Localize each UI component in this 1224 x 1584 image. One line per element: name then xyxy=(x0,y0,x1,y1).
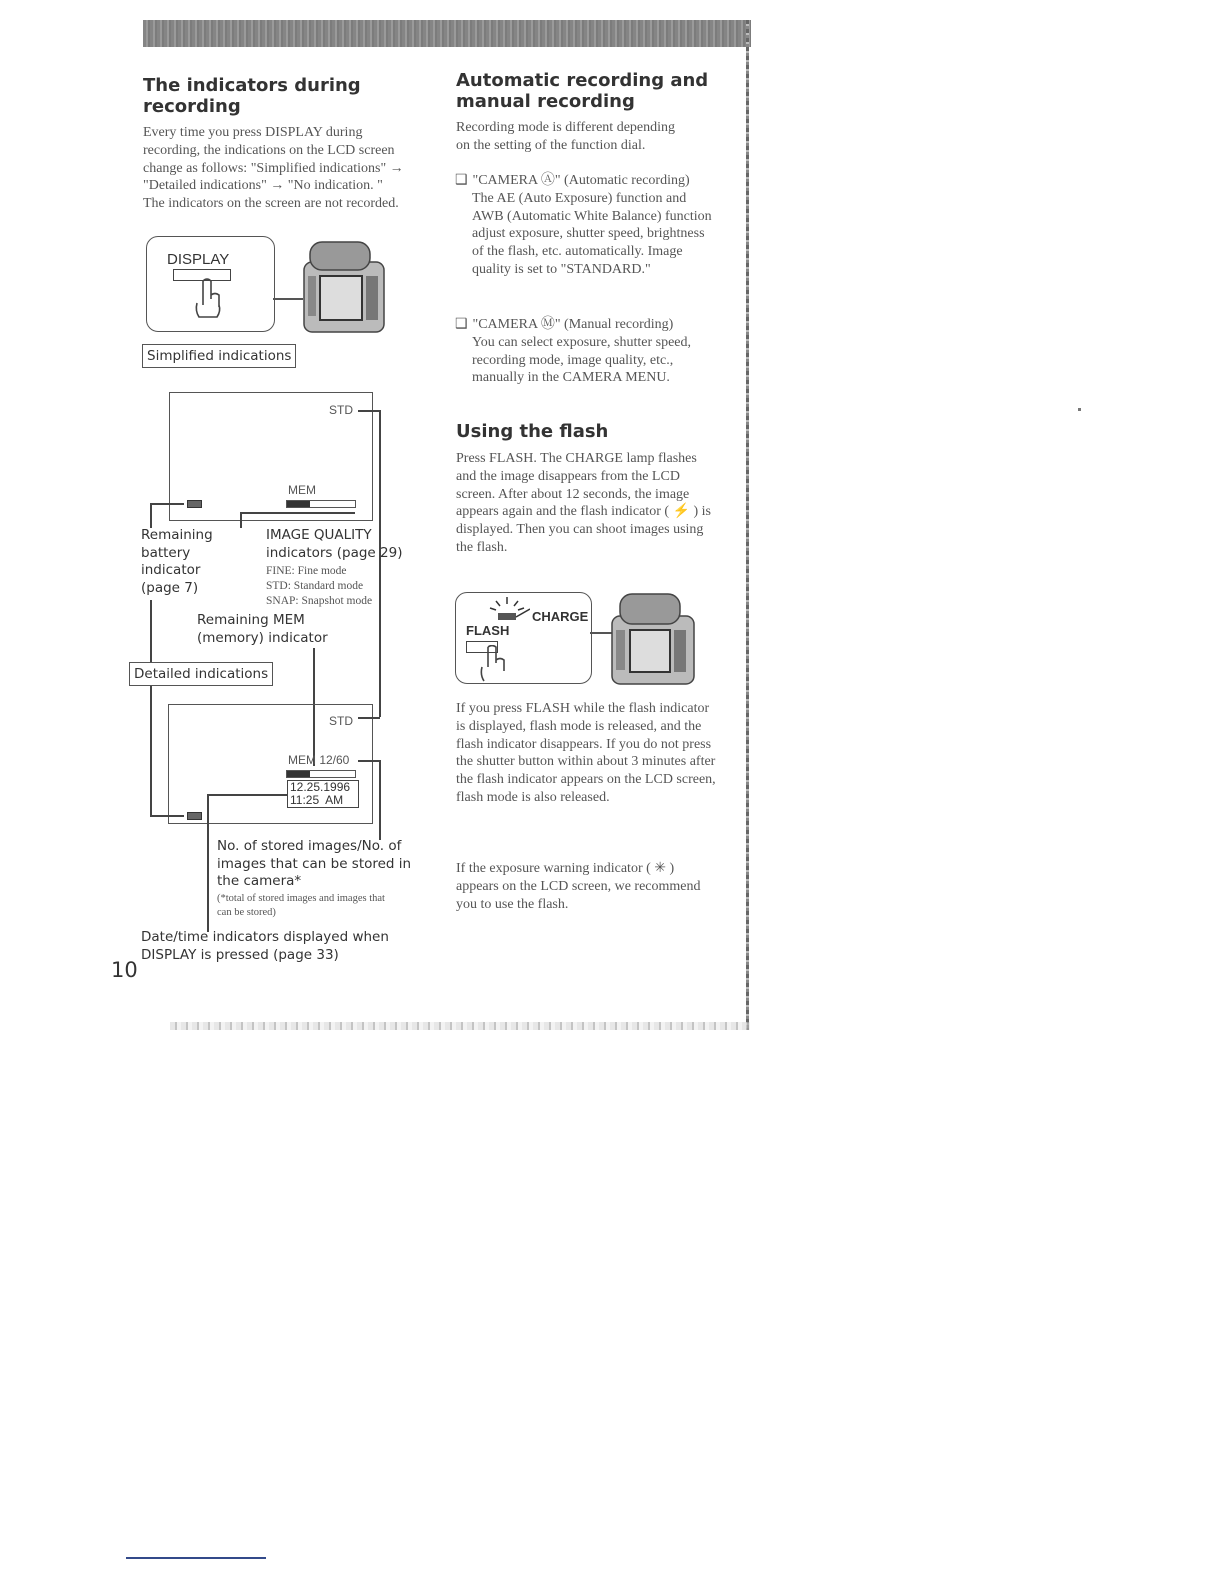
display-button-label: DISPLAY xyxy=(167,251,230,268)
simplified-indications-label: Simplified indications xyxy=(142,344,296,368)
exposure-warning-text: If the exposure warning indicator ( ✳ ) appears on the LCD screen, we recommend you to use the flash. xyxy=(456,861,701,912)
pressing-hand-icon xyxy=(476,645,516,685)
manual-mode-title: "CAMERA Ⓜ" (Manual recording) xyxy=(472,317,674,332)
mem-indicator: MEM xyxy=(288,483,316,497)
page-bottom-edge xyxy=(170,1022,750,1030)
header-bar xyxy=(143,20,751,47)
leader-line xyxy=(358,760,380,762)
datetime-callout: Date/time indicators displayed when DISPLAY is pressed (page 33) xyxy=(141,929,389,963)
page-number: 10 xyxy=(111,958,138,982)
leader-line xyxy=(358,410,380,412)
leader-line xyxy=(207,794,209,932)
section-heading-recording-modes: Automatic recording and manual recording xyxy=(456,70,709,112)
flash-button-panel xyxy=(455,592,592,684)
leader-line xyxy=(379,760,381,840)
image-quality-callout: IMAGE QUALITY indicators (page 29) xyxy=(266,527,403,561)
leader-line xyxy=(150,815,184,817)
camera-icon xyxy=(608,590,704,690)
charge-lamp-icon xyxy=(484,595,530,623)
charge-lamp-label: CHARGE xyxy=(532,609,589,624)
stored-images-note: (*total of stored images and images that can be stored) xyxy=(217,893,385,918)
leader-line xyxy=(150,503,184,505)
leader-line xyxy=(240,512,242,528)
checkbox-bullet-icon: ❑ xyxy=(455,317,468,332)
memory-bar xyxy=(286,500,356,508)
flash-instructions: Press FLASH. The CHARGE lamp flashes and the image disappears from the LCD screen. After about 12 seconds, the image appears again and the flash indicator ( ⚡ ) is displayed. Then you can shoot images using the flash. xyxy=(456,451,711,555)
std-indicator-detailed: STD xyxy=(329,714,353,728)
detailed-indications-label: Detailed indications xyxy=(129,662,273,686)
camera-icon xyxy=(300,236,396,336)
connector-line xyxy=(273,298,303,300)
std-indicator: STD xyxy=(329,403,353,417)
recording-modes-intro: Recording mode is different depending on the setting of the function dial. xyxy=(456,120,676,153)
leader-line xyxy=(379,410,381,717)
date-value: 12.25.1996 xyxy=(290,780,351,794)
auto-mode-title: "CAMERA Ⓐ" (Automatic recording) xyxy=(472,173,690,188)
indicators-intro: Every time you press DISPLAY during recording, the indications on the LCD screen change as follows: "Simplified indications" → "Detailed indications" → "No indication. " The indicators on the screen are not recorded. xyxy=(143,125,404,212)
checkbox-bullet-icon: ❑ xyxy=(455,173,468,188)
auto-mode-item xyxy=(455,172,717,279)
manual-mode-item xyxy=(455,316,717,387)
time-value: 11:25 AM xyxy=(290,793,344,807)
leader-line xyxy=(240,512,355,514)
scan-underline-mark xyxy=(126,1557,266,1559)
battery-icon xyxy=(187,500,202,508)
section-heading-flash: Using the flash xyxy=(456,421,609,442)
leader-line xyxy=(358,717,380,719)
quality-snap: SNAP: Snapshot mode xyxy=(266,595,373,607)
leader-line xyxy=(150,503,152,528)
quality-fine: FINE: Fine mode xyxy=(266,565,347,577)
battery-icon-detailed xyxy=(187,812,202,820)
leader-line xyxy=(207,794,287,796)
display-button-panel xyxy=(146,236,275,332)
battery-callout: Remaining battery indicator (page 7) xyxy=(141,527,213,596)
stored-images-callout: No. of stored images/No. of images that can be stored in the camera* xyxy=(217,838,412,890)
manual-mode-description: You can select exposure, shutter speed, recording mode, image quality, etc., manually in the CAMERA MENU. xyxy=(472,334,692,386)
flash-button-label: FLASH xyxy=(466,623,510,638)
datetime-display xyxy=(287,780,359,808)
scan-speck xyxy=(1078,408,1081,411)
auto-mode-description: The AE (Auto Exposure) function and AWB (Automatic White Balance) function adjust exposure, shutter speed, brightness of the flash, etc. automatically. Image quality is set to "STANDARD." xyxy=(472,190,712,277)
quality-std: STD: Standard mode xyxy=(266,580,364,592)
page-edge xyxy=(746,20,749,1030)
flash-release-text: If you press FLASH while the flash indicator is displayed, flash mode is released, and the flash indicator disappears. If you do not press the shutter button within about 3 minutes after the flash indicator appears on the LCD screen, flash mode is also released. xyxy=(456,701,716,805)
section-heading-indicators: The indicators during recording xyxy=(143,75,361,117)
mem-count-indicator: MEM 12/60 xyxy=(288,753,350,767)
leader-line xyxy=(150,600,152,815)
pressing-hand-icon xyxy=(189,277,229,325)
remaining-mem-callout: Remaining MEM (memory) indicator xyxy=(197,612,328,646)
memory-bar-detailed xyxy=(286,770,356,778)
